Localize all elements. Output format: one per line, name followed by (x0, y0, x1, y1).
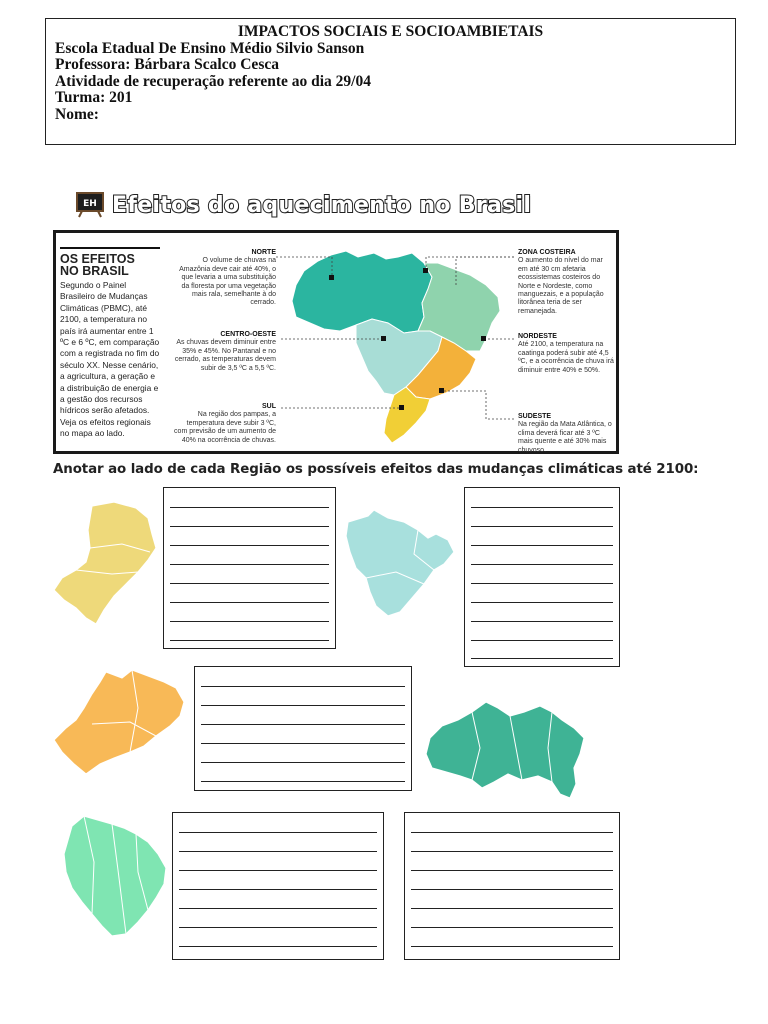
answer-box-norte[interactable] (404, 812, 620, 960)
map-region-norte (292, 251, 432, 333)
note-zona-costeira-label: ZONA COSTEIRA (518, 249, 576, 256)
note-norte-text: O volume de chuvas na Amazônia deve cair até 40%, o que levaria a uma substituição da floresta por uma vegetação mais rala, semelhante à do cerrado. (179, 257, 276, 307)
instruction-text: Anotar ao lado de cada Região os possíveis efeitos das mudanças climáticas até 2100: (53, 462, 699, 477)
note-norte-label: NORTE (251, 249, 276, 256)
note-zona-costeira-text: O aumento do nível do mar em até 30 cm afetaria ecossistemas costeiros do Norte e Nordeste, como manguezais, e a população litorânea teria de ser remanejada. (518, 257, 604, 315)
answer-box-centro-oeste[interactable] (464, 487, 620, 667)
note-sudeste-label: SUDESTE (518, 413, 552, 420)
infographic-title: Efeitos do aquecimento no Brasil (112, 192, 532, 218)
class-label: Turma: 201 (55, 89, 133, 107)
header-box (45, 18, 736, 145)
answer-box-nordeste[interactable] (172, 812, 384, 960)
region-map-norte (424, 698, 588, 802)
chalkboard-icon (76, 192, 104, 218)
effects-heading-line2: NO BRASIL (60, 264, 129, 278)
effects-intro-text: Segundo o Painel Brasileiro de Mudanças Climáticas (PBMC), até 2100, a temperatura no país irá aumentar entre 1 ºC e 6 ºC, em comparação com a registrada no fim do século XX. Nesse cenário, a agricultura, a geração e a distribuição de energia e a gestão dos recursos hídricos serão afetados. Veja os efeitos regionais no mapa ao lado. (60, 280, 160, 439)
note-sudeste (518, 413, 614, 455)
note-sudeste-text: Na região da Mata Atlântica, o clima deverá ficar até 3 ºC mais quente e até 30% mais chuvoso. (518, 421, 612, 454)
infographic-title-row (76, 190, 531, 220)
note-nordeste-label: NORDESTE (518, 333, 557, 340)
region-map-sudeste (52, 668, 188, 778)
chalkboard-icon-text: EH (83, 199, 97, 209)
note-sul-label: SUL (262, 403, 276, 410)
worksheet-title: IMPACTOS SOCIAIS E SOCIOAMBIETAIS (237, 23, 544, 40)
note-sul (174, 403, 276, 445)
answer-box-sul[interactable] (163, 487, 336, 649)
note-nordeste (518, 333, 614, 375)
infographic-panel (53, 230, 619, 454)
note-norte (174, 249, 276, 308)
region-map-centro-oeste (344, 508, 456, 618)
note-sul-text: Na região dos pampas, a temperatura deve subir 3 ºC, com previsão de um aumento de 40% na ocorrência de chuvas. (174, 411, 276, 444)
teacher-name: Professora: Bárbara Scalco Cesca (55, 56, 279, 74)
region-map-nordeste (62, 812, 172, 940)
note-nordeste-text: Até 2100, a temperatura na caatinga poderá subir até 4,5 ºC, e a ocorrência de chuva irá diminuir entre 40% e 50%. (518, 341, 614, 374)
note-centro-oeste-text: As chuvas devem diminuir entre 35% e 45%. No Pantanal e no cerrado, as temperaturas devem subir de 3,5 ºC a 5,5 ºC. (174, 339, 276, 372)
school-name: Escola Etadual De Ensino Médio Silvio Sanson (55, 39, 365, 57)
region-map-sul (52, 500, 162, 626)
note-zona-costeira (518, 249, 614, 316)
activity-description: Atividade de recuperação referente ao dia 29/04 (55, 72, 371, 90)
effects-heading-line1: OS EFEITOS (60, 252, 135, 266)
note-centro-oeste-label: CENTRO-OESTE (220, 331, 276, 338)
student-name-label: Nome: (55, 105, 99, 123)
answer-box-sudeste[interactable] (194, 666, 412, 791)
note-centro-oeste (174, 331, 276, 373)
